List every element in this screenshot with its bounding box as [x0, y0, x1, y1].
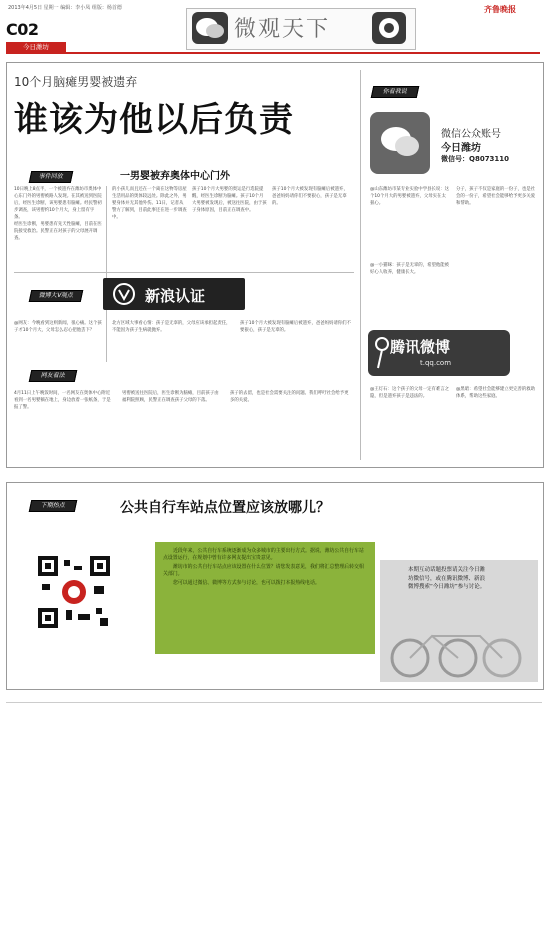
netizen-para-3: 孩子的去留，也是社会需要关注的问题。我们呼吁社会给予更多的关爱。 — [230, 391, 349, 403]
story-headline: 谁该为他以后负责 — [14, 100, 294, 140]
sina-label: 新浪认证 — [145, 287, 206, 305]
paper-name: 齐鲁晚报 — [484, 4, 516, 14]
weibo-opinion-2: 北方区域大事看心情：孩子是无辜的，父母应该承担起责任，不能因为孩子生病就抛弃。 — [112, 321, 231, 333]
opinion-1: @山东潍坊市某专业实验中学县长说：这个10个月大的男婴被遗弃，父母实在太狠心。 — [370, 187, 450, 206]
story-col-4: 孩子10个月大被发现有脑瘫后被遗弃，爸爸妈妈请你们不要狠心，孩子是无辜的。 — [272, 187, 348, 206]
opinion-5: @黑暗：希望社会能够建立更完善的救助体系，帮助这些家庭。 — [456, 387, 536, 399]
tag-review: 事件回放 — [29, 171, 74, 183]
tag-opinion: 你看我说 — [371, 86, 420, 98]
page-bottom-rule — [6, 702, 542, 703]
sina-v-icon — [113, 283, 135, 305]
story-subtitle: 10个月脑瘫男婴被遗弃 — [14, 75, 138, 89]
right-column-divider — [360, 70, 361, 460]
weibo-logo-icon — [372, 12, 406, 44]
tencent-weibo-logo: 腾讯微博 — [390, 338, 451, 356]
netizen-para-2: 男婴被送往医院后，医生诊断为脑瘫，目前孩子由福利院照顾，民警正在调查孩子父母的下落。 — [122, 391, 219, 403]
weixin-name: 今日潍坊 — [441, 143, 481, 154]
weixin-id: 微信号：Q8073110 — [441, 155, 510, 163]
weibo-opinion-3: 孩子10个月大被发现有脑瘫后被遗弃，爸爸妈妈请你们不要狠心，孩子是无辜的。 — [240, 321, 351, 333]
tencent-weibo-icon — [374, 336, 390, 370]
weixin-label: 微信公众账号 — [441, 129, 501, 140]
wechat-bubble-icon — [378, 122, 422, 162]
section-divider — [14, 272, 354, 273]
weibo-opinion-1: @网友：今晚看到这则新闻，很心痛。这个孩子才10个月大，父母怎么忍心把他丢下？ — [14, 321, 102, 333]
column-divider — [106, 186, 107, 362]
section-tab: 今日潍坊 — [6, 42, 66, 53]
story-col-3: 孩子10个月大男婴的奥运是行选院提醒，经医生诊断为脑瘫。孩子10个月大男婴被发现后，被送往医院，由于孩子身体原因，目前正在调查中。 — [192, 187, 267, 213]
header-meta: 2013年4月5日 星期一 编辑：李小凤 组版：杨首德 — [8, 5, 122, 11]
opinion-2: 分子，孩子不仅是家庭的一份子，也是社会的一份子，希望社会能够给予更多关爱和帮助。 — [456, 187, 536, 206]
qr-code-icon — [38, 556, 110, 628]
tencent-weibo-url: t.qq.com — [420, 359, 452, 367]
bottom-story-title: 公共自行车站点位置应该放哪儿？ — [120, 500, 330, 516]
tag-weibo: 微博大V观点 — [29, 290, 84, 302]
tag-next-issue: 下期热点 — [29, 500, 78, 512]
story-kicker: 一男婴被弃奥体中心门外 — [120, 171, 230, 182]
bottom-note: 本期互动话题投票请关注今日潍坊微信号，或在腾讯微博、新浪微博搜索“今日潍坊”参与讨论。 — [408, 567, 486, 590]
header-rule — [6, 52, 540, 54]
bicycle-icon — [380, 620, 538, 682]
tag-netizen: 网友看法 — [29, 370, 78, 382]
opinion-3: @一小猫咪：孩子是无辜的，希望他能被好心人收养，健康长大。 — [370, 263, 450, 275]
wechat-logo-icon — [192, 12, 228, 44]
story-col-2: 的小孩儿而且还在一个离在这物等房屋生活用品的奥体较远处。除此之外，男婴身体并无其他外伤。11日，记者从警方了解到，目前此事还在进一步调查中。 — [112, 187, 187, 220]
opinion-4: @王灯石：这个孩子的父母一定有难言之隐，但是遗弃孩子是违法的。 — [370, 387, 450, 399]
story-col-1: 10日晚上8点半，一个被遗弃在潍坊市奥体中心东门外的男婴被路人发现。在其被送到医院后，经医生诊断，该男婴患有脑瘫。经民警初步调查，该男婴约10个月大，身上留有字条。 经医生诊断，男婴患有先天性脑瘫，目前在医院接受救治。民警正在对孩子的父母展开调查。 — [14, 187, 102, 241]
banner-title: 微观天下 — [234, 17, 331, 42]
netizen-para-1: 4月11日上午晚饭时间，一名网友在奥体中心附近看到一名男婴躺在地上，身边放着一张纸条，于是报了警。 — [14, 391, 111, 410]
bottom-story-body: 近段年来，公共自行车系统逐渐成为众多城市的主要出行方式。据说，潍坊公共自行车站点设置运行，在规划中曾有许多网友提出宝贵意见。 潍坊市的公共自行车站点应该设置在什么位置？请您发表意见，我们将汇总整理后转交相关部门。 您可以通过微信、微博等方式参与讨论，也可以拨打本报热线电话。 — [155, 542, 375, 654]
page-number: C02 — [6, 20, 39, 39]
